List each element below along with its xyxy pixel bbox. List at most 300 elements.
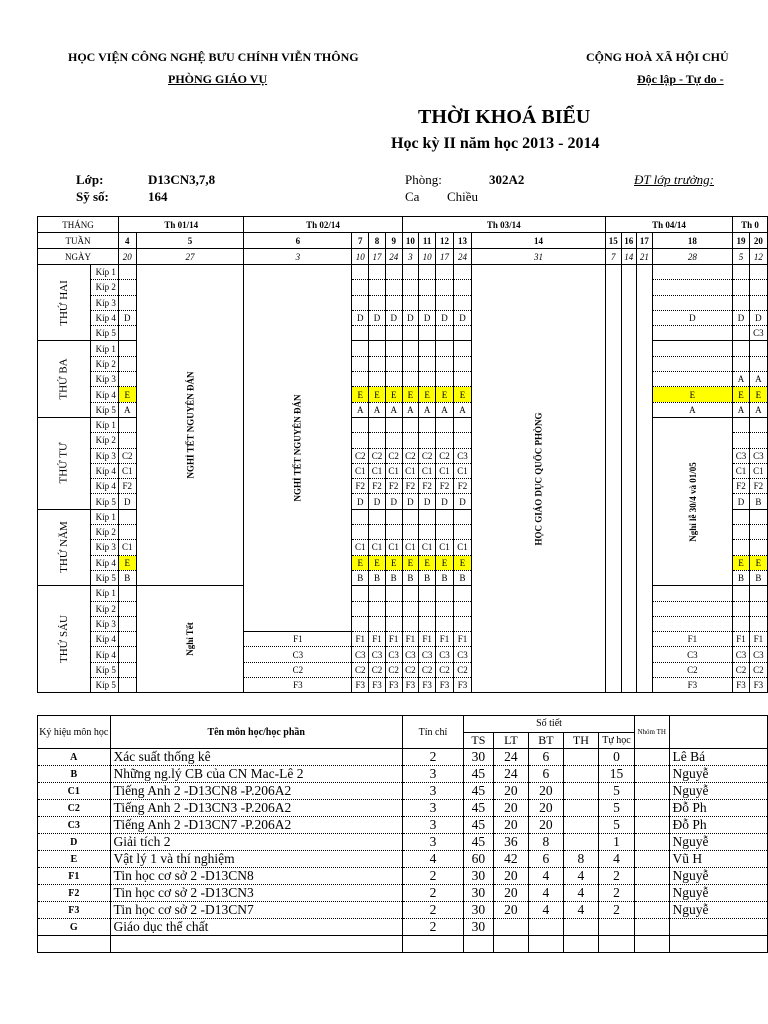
class-label: Lớp: (76, 172, 104, 187)
monitor-phone-label: ĐT lớp trưởng: (634, 172, 714, 187)
schedule-cell: F2 (419, 479, 436, 494)
subject-credits: 2 (402, 902, 463, 919)
holiday-text: NGHỈ TẾT NGUYÊN ĐÁN (184, 371, 195, 479)
subject-name: Tin học cơ sở 2 -D13CN7 (110, 902, 402, 919)
schedule-cell (435, 356, 453, 371)
kip-label: Kíp 5 (90, 662, 118, 677)
schedule-cell (749, 356, 767, 371)
schedule-cell: F3 (402, 678, 419, 693)
page-title: THỜI KHOÁ BIỂU (418, 106, 591, 128)
schedule-cell: F3 (652, 678, 733, 693)
schedule-cell: D (369, 494, 386, 509)
schedule-cell: F1 (402, 632, 419, 647)
schedule-cell: B (749, 570, 767, 585)
schedule-cell (352, 433, 369, 448)
schedule-cell: F3 (749, 678, 767, 693)
subject-bt: 8 (529, 834, 564, 851)
subject-ts: 30 (464, 885, 494, 902)
schedule-cell (118, 601, 136, 616)
schedule-cell (369, 417, 386, 432)
schedule-cell: F2 (352, 479, 369, 494)
schedule-cell (402, 616, 419, 631)
schedule-cell (419, 280, 436, 295)
schedule-cell: F1 (733, 632, 750, 647)
subject-code: D (38, 834, 111, 851)
weekday-text: THỨ TƯ (57, 442, 70, 484)
week-number: 9 (385, 233, 402, 249)
schedule-cell: F2 (385, 479, 402, 494)
week-label: TUẦN (38, 233, 119, 249)
schedule-cell (453, 341, 471, 356)
schedule-cell: E (453, 555, 471, 570)
schedule-cell: C1 (402, 463, 419, 478)
schedule-cell (749, 295, 767, 310)
weekday-text: THỨ NĂM (57, 521, 70, 574)
subject-lt: 20 (493, 800, 528, 817)
schedule-cell: C3 (435, 647, 453, 662)
schedule-cell: C1 (118, 463, 136, 478)
schedule-cell (402, 433, 419, 448)
week-number: 7 (352, 233, 369, 249)
schedule-cell (419, 616, 436, 631)
schedule-cell (733, 265, 750, 280)
kip-label: Kíp 2 (90, 280, 118, 295)
subject-teacher (669, 919, 768, 936)
schedule-cell (385, 601, 402, 616)
subject-bt: 6 (529, 851, 564, 868)
schedule-cell (352, 417, 369, 432)
schedule-cell (419, 509, 436, 524)
schedule-cell: A (369, 402, 386, 417)
schedule-cell: C2 (435, 662, 453, 677)
schedule-cell: D (352, 494, 369, 509)
schedule-cell: A (435, 402, 453, 417)
subject-credits: 2 (402, 885, 463, 902)
schedule-cell: E (435, 387, 453, 402)
schedule-cell (749, 280, 767, 295)
schedule-cell (369, 616, 386, 631)
schedule-cell (419, 601, 436, 616)
week-date: 5 (733, 249, 750, 265)
week-date: 27 (136, 249, 244, 265)
schedule-cell (419, 417, 436, 432)
subject-tu-hoc: 5 (599, 800, 635, 817)
schedule-cell: E (419, 555, 436, 570)
schedule-cell (733, 509, 750, 524)
kip-label: Kíp 5 (90, 402, 118, 417)
schedule-cell (453, 280, 471, 295)
subject-name: Tiếng Anh 2 -D13CN7 -P.206A2 (110, 817, 402, 834)
schedule-cell (118, 525, 136, 540)
subject-th (563, 800, 599, 817)
subject-bt (529, 919, 564, 936)
subject-group (634, 885, 669, 902)
schedule-cell: E (733, 555, 750, 570)
teacher-header (669, 716, 768, 749)
schedule-cell (749, 540, 767, 555)
schedule-cell: D (419, 494, 436, 509)
subject-ts: 45 (464, 817, 494, 834)
week-date: 7 (606, 249, 622, 265)
subject-name: Tiếng Anh 2 -D13CN3 -P.206A2 (110, 800, 402, 817)
schedule-cell (352, 601, 369, 616)
schedule-cell: D (733, 310, 750, 325)
schedule-cell: E (419, 387, 436, 402)
schedule-cell (453, 417, 471, 432)
subject-tu-hoc (599, 919, 635, 936)
subject-group (634, 834, 669, 851)
schedule-cell: B (369, 570, 386, 585)
schedule-cell: D (435, 494, 453, 509)
kip-label: Kíp 4 (90, 647, 118, 662)
schedule-cell (352, 372, 369, 387)
schedule-cell: A (733, 372, 750, 387)
holiday-note (244, 265, 352, 632)
subject-tu-hoc: 4 (599, 851, 635, 868)
subject-th (563, 817, 599, 834)
subject-credits: 4 (402, 851, 463, 868)
schedule-cell: C1 (453, 540, 471, 555)
schedule-cell: D (419, 310, 436, 325)
subject-code: E (38, 851, 111, 868)
schedule-cell: F2 (453, 479, 471, 494)
schedule-cell: F1 (352, 632, 369, 647)
name-header: Tên môn học/học phần (110, 716, 402, 749)
subject-code: F2 (38, 885, 111, 902)
schedule-cell (749, 417, 767, 432)
subject-ts: 45 (464, 834, 494, 851)
schedule-cell: C2 (652, 662, 733, 677)
schedule-cell (419, 525, 436, 540)
subject-code: F3 (38, 902, 111, 919)
schedule-cell (402, 601, 419, 616)
schedule-cell (118, 372, 136, 387)
kip-label: Kíp 5 (90, 678, 118, 693)
schedule-cell (453, 616, 471, 631)
schedule-cell: F1 (453, 632, 471, 647)
schedule-cell: F2 (402, 479, 419, 494)
subject-teacher: Lê Bá (669, 749, 768, 766)
schedule-cell (369, 525, 386, 540)
subject-th: 8 (563, 851, 599, 868)
schedule-cell: C1 (733, 463, 750, 478)
schedule-cell: D (733, 494, 750, 509)
schedule-cell (385, 341, 402, 356)
day-label: NGÀY (38, 249, 119, 265)
schedule-cell (652, 280, 733, 295)
schedule-cell (402, 341, 419, 356)
schedule-cell (435, 525, 453, 540)
schedule-cell (733, 341, 750, 356)
schedule-cell (652, 295, 733, 310)
subject-group (634, 749, 669, 766)
schedule-cell: F3 (435, 678, 453, 693)
schedule-cell: F3 (453, 678, 471, 693)
room-value: 302A2 (489, 172, 525, 187)
empty-cell (464, 936, 494, 953)
empty-cell (110, 936, 402, 953)
schedule-cell: F1 (749, 632, 767, 647)
weekday-label (38, 417, 91, 509)
code-header: Ký hiệu môn học (38, 716, 111, 749)
schedule-cell: F3 (369, 678, 386, 693)
schedule-cell (352, 616, 369, 631)
schedule-cell (652, 601, 733, 616)
subject-row (38, 783, 768, 800)
subject-bt: 4 (529, 902, 564, 919)
schedule-cell: B (118, 570, 136, 585)
count-label: Sỹ số: (76, 189, 109, 204)
week-number: 10 (402, 233, 419, 249)
schedule-cell: C3 (749, 326, 767, 341)
schedule-cell (402, 509, 419, 524)
subject-th (563, 749, 599, 766)
schedule-cell: A (749, 372, 767, 387)
week-number: 20 (749, 233, 767, 249)
schedule-cell: C1 (435, 463, 453, 478)
schedule-cell (453, 356, 471, 371)
schedule-cell (118, 586, 136, 601)
schedule-cell (118, 326, 136, 341)
schedule-cell (369, 586, 386, 601)
schedule-cell: C3 (733, 647, 750, 662)
schedule-cell (402, 586, 419, 601)
schedule-cell (453, 525, 471, 540)
schedule-cell (369, 433, 386, 448)
schedule-cell: C2 (733, 662, 750, 677)
subject-name: Tin học cơ sở 2 -D13CN3 (110, 885, 402, 902)
subject-lt: 20 (493, 885, 528, 902)
schedule-cell: E (369, 387, 386, 402)
subject-th: 4 (563, 868, 599, 885)
subject-name: Xác suất thống kê (110, 749, 402, 766)
holiday-note (471, 265, 605, 693)
schedule-cell: C2 (402, 448, 419, 463)
schedule-cell (402, 280, 419, 295)
kip-label: Kíp 3 (90, 295, 118, 310)
subject-lt: 20 (493, 817, 528, 834)
schedule-cell: D (118, 494, 136, 509)
schedule-cell (352, 356, 369, 371)
schedule-cell: E (118, 387, 136, 402)
schedule-cell (749, 433, 767, 448)
schedule-cell: C1 (118, 540, 136, 555)
kip-label: Kíp 3 (90, 540, 118, 555)
schedule-cell: C2 (352, 448, 369, 463)
schedule-cell: C3 (652, 647, 733, 662)
schedule-cell: D (402, 494, 419, 509)
holiday-block (621, 265, 637, 693)
subject-bt: 20 (529, 783, 564, 800)
schedule-cell (385, 326, 402, 341)
schedule-cell (352, 509, 369, 524)
empty-cell (634, 936, 669, 953)
schedule-cell: D (118, 310, 136, 325)
schedule-cell (118, 280, 136, 295)
subject-credits: 3 (402, 766, 463, 783)
schedule-cell: F3 (419, 678, 436, 693)
subject-tu-hoc: 2 (599, 902, 635, 919)
schedule-cell (385, 417, 402, 432)
kip-label: Kíp 4 (90, 479, 118, 494)
subject-tu-hoc: 1 (599, 834, 635, 851)
schedule-cell (453, 295, 471, 310)
schedule-cell (419, 372, 436, 387)
schedule-cell (118, 509, 136, 524)
schedule-cell (733, 616, 750, 631)
schedule-cell (402, 265, 419, 280)
schedule-cell (402, 356, 419, 371)
week-number: 5 (136, 233, 244, 249)
schedule-cell (435, 616, 453, 631)
schedule-cell (118, 678, 136, 693)
schedule-cell (733, 433, 750, 448)
schedule-cell: C3 (453, 448, 471, 463)
schedule-cell (733, 525, 750, 540)
subject-group (634, 766, 669, 783)
schedule-cell (435, 509, 453, 524)
schedule-cell: B (733, 570, 750, 585)
schedule-cell: C2 (118, 448, 136, 463)
subject-group (634, 851, 669, 868)
schedule-cell: C2 (352, 662, 369, 677)
schedule-cell (352, 586, 369, 601)
subject-lt: 20 (493, 783, 528, 800)
subject-group (634, 817, 669, 834)
schedule-cell (385, 265, 402, 280)
schedule-cell: E (435, 555, 453, 570)
schedule-cell (453, 509, 471, 524)
month-header: Th 04/14 (606, 217, 733, 233)
department-name: PHÒNG GIÁO VỤ (168, 72, 268, 86)
subject-tu-hoc: 5 (599, 783, 635, 800)
schedule-cell: E (402, 387, 419, 402)
schedule-cell (453, 372, 471, 387)
schedule-cell: C3 (244, 647, 352, 662)
kip-label: Kíp 1 (90, 509, 118, 524)
empty-cell (599, 936, 635, 953)
class-value: D13CN3,7,8 (148, 172, 216, 187)
schedule-cell: E (352, 555, 369, 570)
subject-row (38, 885, 768, 902)
schedule-cell (352, 341, 369, 356)
schedule-cell: F2 (733, 479, 750, 494)
schedule-cell (749, 341, 767, 356)
schedule-cell: E (733, 387, 750, 402)
schedule-cell: C1 (453, 463, 471, 478)
schedule-cell (369, 341, 386, 356)
schedule-cell: F1 (244, 632, 352, 647)
subject-group (634, 919, 669, 936)
holiday-text: HỌC GIÁO DỤC QUỐC PHÒNG (533, 412, 544, 546)
schedule-cell: E (118, 555, 136, 570)
schedule-cell (749, 509, 767, 524)
subject-bt: 6 (529, 766, 564, 783)
schedule-cell (118, 616, 136, 631)
week-date: 10 (419, 249, 436, 265)
schedule-cell: C3 (369, 647, 386, 662)
kip-label: Kíp 2 (90, 525, 118, 540)
week-number: 14 (471, 233, 605, 249)
subject-bt: 4 (529, 868, 564, 885)
schedule-cell: D (435, 310, 453, 325)
schedule-cell: A (749, 402, 767, 417)
subject-row (38, 868, 768, 885)
schedule-cell: C3 (385, 647, 402, 662)
schedule-cell: C2 (453, 662, 471, 677)
subject-name: Tin học cơ sở 2 -D13CN8 (110, 868, 402, 885)
schedule-cell (369, 372, 386, 387)
subject-teacher: Nguyễ (669, 868, 768, 885)
week-date: 24 (385, 249, 402, 265)
week-date: 21 (637, 249, 653, 265)
subject-lt: 36 (493, 834, 528, 851)
week-number: 17 (637, 233, 653, 249)
schedule-cell: C3 (749, 448, 767, 463)
schedule-cell: B (419, 570, 436, 585)
schedule-cell (352, 265, 369, 280)
schedule-cell: F2 (369, 479, 386, 494)
subject-code: C3 (38, 817, 111, 834)
schedule-cell (369, 601, 386, 616)
holiday-note (136, 265, 244, 586)
schedule-cell (385, 356, 402, 371)
week-number: 4 (118, 233, 136, 249)
schedule-cell (369, 280, 386, 295)
subject-ts: 30 (464, 749, 494, 766)
schedule-cell: F1 (369, 632, 386, 647)
schedule-cell (435, 433, 453, 448)
schedule-cell (435, 601, 453, 616)
schedule-cell (749, 586, 767, 601)
schedule-cell (402, 372, 419, 387)
schedule-cell: C3 (402, 647, 419, 662)
schedule-cell: C1 (419, 540, 436, 555)
schedule-cell (435, 417, 453, 432)
subject-tu-hoc: 5 (599, 817, 635, 834)
kip-label: Kíp 1 (90, 417, 118, 432)
lt-header: LT (493, 732, 528, 749)
kip-label: Kíp 4 (90, 632, 118, 647)
schedule-cell (369, 265, 386, 280)
subject-credits: 3 (402, 817, 463, 834)
weekday-text: THỨ BA (57, 358, 70, 400)
subject-group (634, 800, 669, 817)
schedule-cell: C2 (369, 448, 386, 463)
schedule-cell (733, 586, 750, 601)
schedule-cell: D (749, 310, 767, 325)
room-label: Phòng: (405, 172, 442, 187)
schedule-cell (652, 616, 733, 631)
schedule-cell (435, 326, 453, 341)
schedule-cell (652, 586, 733, 601)
week-date: 24 (453, 249, 471, 265)
schedule-cell: C1 (435, 540, 453, 555)
schedule-cell (435, 372, 453, 387)
subject-code: G (38, 919, 111, 936)
subject-code: C2 (38, 800, 111, 817)
schedule-cell (733, 540, 750, 555)
schedule-cell (733, 295, 750, 310)
schedule-cell: A (402, 402, 419, 417)
subject-lt: 20 (493, 868, 528, 885)
schedule-cell (385, 295, 402, 310)
schedule-cell: D (385, 494, 402, 509)
week-number: 18 (652, 233, 733, 249)
schedule-cell (749, 601, 767, 616)
subject-tu-hoc: 15 (599, 766, 635, 783)
empty-cell (493, 936, 528, 953)
